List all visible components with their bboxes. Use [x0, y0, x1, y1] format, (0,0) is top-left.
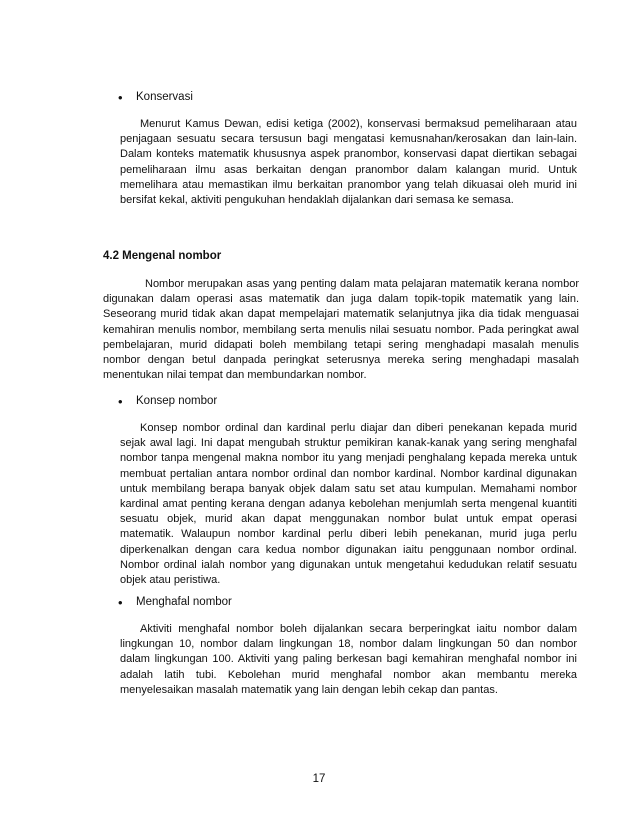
bullet-icon: • — [118, 394, 123, 409]
bullet-title-konservasi: Konservasi — [136, 91, 193, 103]
bullet-menghafal-nombor — [118, 595, 232, 610]
bullet-konservasi — [118, 90, 193, 105]
bullet-icon: • — [118, 595, 123, 610]
paragraph-konsep-nombor: Konsep nombor ordinal dan kardinal perlu diajar dan diberi penekanan kepada murid sejak awal lagi. Ini dapat mengubah struktur pemikiran kanak-kanak yang sering menghafal nombor tanpa mengenal makna nombor itu yang menjadi penghalang kepada mereka untuk membuat pertalian antara nombor ordinal dan nombor kardinal. Nombor kardinal digunakan untuk membilang berapa banyak objek dalam satu set atau kumpulan. Memahami nombor kardinal amat penting kerana dengan adanya kebolehan menjumlah serta mengenal kuantiti sesuatu objek, murid akan dapat menggunakan nombor bulat untuk empat operasi matematik. Walaupun nombor kardinal perlu diberi lebih penekanan, murid juga perlu diperkenalkan dengan cara kedua nombor digunakan iaitu penggunaan nombor ordinal. Nombor ordinal ialah nombor yang digunakan untuk mengetahui kedudukan relatif sesuatu objek atau peristiwa. — [120, 422, 577, 587]
bullet-title-menghafal-nombor: Menghafal nombor — [136, 596, 232, 608]
bullet-icon: • — [118, 90, 123, 105]
paragraph-mengenal-nombor: Nombor merupakan asas yang penting dalam mata pelajaran matematik kerana nombor digunakan dalam operasi asas matematik dan juga dalam topik-topik matematik yang lain. Seseorang murid tidak akan dapat mempelajari matematik selanjutnya jika dia tidak menguasai kemahiran menulis nombor, membilang serta menulis nilai sesuatu nombor. Pada peringkat awal pembelajaran, murid didapati boleh membilang tetapi sering menghadapi masalah menulis nombor dengan betul danpada peringkat seterusnya mereka sering menghadapi masalah menentukan nilai tempat dan membundarkan nombor. — [103, 278, 579, 382]
page-number: 17 — [312, 773, 326, 785]
bullet-konsep-nombor — [118, 394, 217, 409]
section-heading-mengenal-nombor: 4.2 Mengenal nombor — [103, 250, 222, 262]
paragraph-menghafal-nombor: Aktiviti menghafal nombor boleh dijalankan secara berperingkat iaitu nombor dalam lingkungan 10, nombor dalam lingkungan 18, nombor dalam lingkungan 50 dan nombor dalam lingkungan 100. Aktiviti yang paling berkesan bagi kemahiran menghafal nombor ini adalah latih tubi. Kebolehan murid menghafal nombor akan membantu mereka menyelesaikan masalah matematik yang lain dengan lebih cekap dan pantas. — [120, 623, 577, 696]
paragraph-konservasi: Menurut Kamus Dewan, edisi ketiga (2002), konservasi bermaksud pemeliharaan atau penjagaan sesuatu secara tersusun bagi mengatasi kemusnahan/kerosakan dan lain-lain. Dalam konteks matematik khususnya aspek pranombor, konservasi dapat diertikan sebagai pemeliharaan ilmu asas berkaitan dengan pranombor dalam kalangan murid. Untuk memelihara atau memastikan ilmu berkaitan pranombor yang telah dikuasai oleh murid ini bersifat kekal, aktiviti pengukuhan hendaklah dijalankan dari semasa ke semasa. — [120, 118, 577, 207]
bullet-title-konsep-nombor: Konsep nombor — [136, 395, 218, 407]
